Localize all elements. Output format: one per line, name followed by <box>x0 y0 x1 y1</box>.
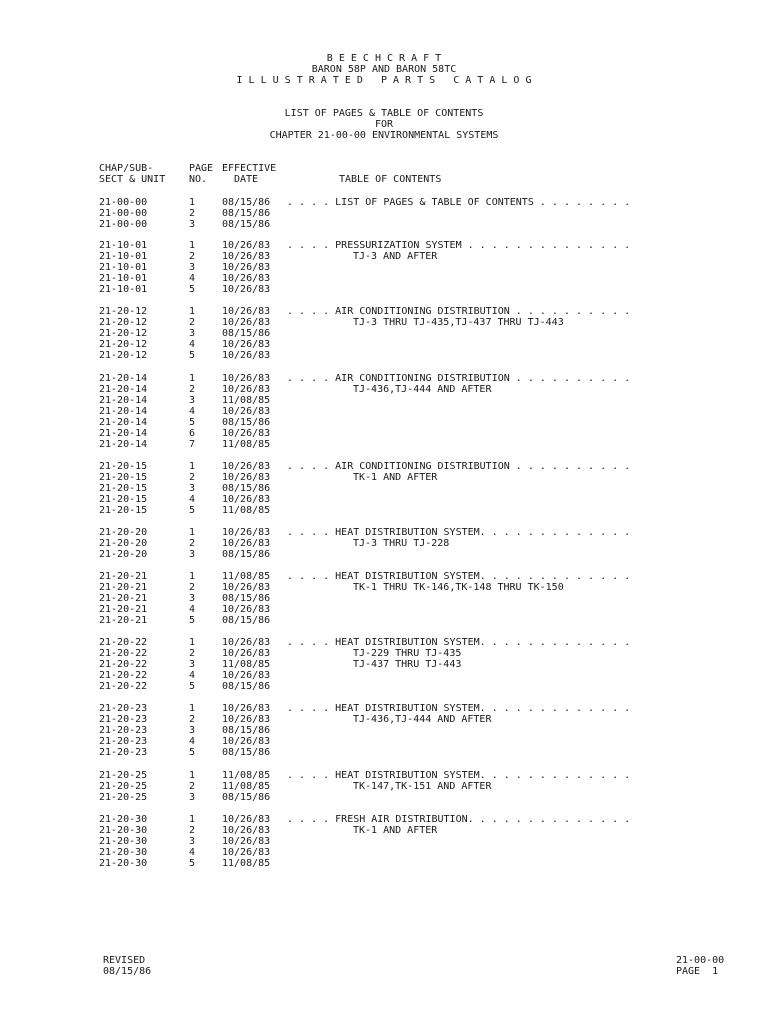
toc-entry-title: . . . . HEAT DISTRIBUTION SYSTEM. . . . . . . . . . . . . <box>287 527 631 538</box>
table-row <box>0 681 768 692</box>
effective-date: 10/26/83 <box>222 538 271 549</box>
page-number: 2 <box>189 208 196 219</box>
section-code: 21-20-15 <box>99 461 148 472</box>
toc-entry-title: . . . . PRESSURIZATION SYSTEM . . . . . . . . . . . . . . <box>287 240 631 251</box>
toc-entry-effectivity: TJ-3 THRU TJ-435,TJ-437 THRU TJ-443 <box>353 317 564 328</box>
section-code: 21-20-25 <box>99 792 148 803</box>
table-row <box>0 384 768 395</box>
table-row <box>0 240 768 251</box>
section-code: 21-00-00 <box>99 208 148 219</box>
page-number: 1 <box>189 373 196 384</box>
section-code: 21-20-14 <box>99 428 148 439</box>
table-row <box>0 317 768 328</box>
toc-entry-title: . . . . HEAT DISTRIBUTION SYSTEM. . . . . . . . . . . . . <box>287 770 631 781</box>
table-row <box>0 781 768 792</box>
page-number: 5 <box>189 417 196 428</box>
page-number: 1 <box>189 770 196 781</box>
page-number: 2 <box>189 472 196 483</box>
page-number: 2 <box>189 714 196 725</box>
table-row <box>0 648 768 659</box>
toc-entry-title: . . . . AIR CONDITIONING DISTRIBUTION . . . . . . . . . . <box>287 373 631 384</box>
effective-date: 10/26/83 <box>222 714 271 725</box>
section-code: 21-20-20 <box>99 549 148 560</box>
page-number: 4 <box>189 847 196 858</box>
effective-date: 10/26/83 <box>222 814 271 825</box>
section-code: 21-20-21 <box>99 615 148 626</box>
table-row <box>0 714 768 725</box>
aircraft-models: BARON 58P AND BARON 58TC <box>311 64 457 75</box>
table-row <box>0 406 768 417</box>
table-row <box>0 770 768 781</box>
section-code: 21-20-22 <box>99 648 148 659</box>
toc-entry-effectivity: TK-1 AND AFTER <box>353 825 438 836</box>
section-code: 21-20-14 <box>99 395 148 406</box>
effective-date: 10/26/83 <box>222 339 271 350</box>
table-row <box>0 219 768 230</box>
section-code: 21-20-23 <box>99 714 148 725</box>
effective-date: 10/26/83 <box>222 406 271 417</box>
effective-date: 10/26/83 <box>222 306 271 317</box>
effective-date: 08/15/86 <box>222 725 271 736</box>
effective-date: 10/26/83 <box>222 461 271 472</box>
effective-date: 08/15/86 <box>222 219 271 230</box>
section-code: 21-20-14 <box>99 406 148 417</box>
effective-date: 10/26/83 <box>222 670 271 681</box>
effective-date: 10/26/83 <box>222 284 271 295</box>
section-code: 21-20-25 <box>99 781 148 792</box>
effective-date: 08/15/86 <box>222 681 271 692</box>
table-row <box>0 494 768 505</box>
table-row <box>0 703 768 714</box>
section-code: 21-20-30 <box>99 858 148 869</box>
section-code: 21-20-21 <box>99 571 148 582</box>
table-row <box>0 483 768 494</box>
effective-date: 08/15/86 <box>222 549 271 560</box>
column-header-toc: TABLE OF CONTENTS <box>339 174 442 185</box>
table-row <box>0 417 768 428</box>
toc-entry-title: . . . . AIR CONDITIONING DISTRIBUTION . . . . . . . . . . <box>287 461 631 472</box>
section-code: 21-10-01 <box>99 273 148 284</box>
table-row <box>0 197 768 208</box>
page-number: 3 <box>189 836 196 847</box>
page-number: 1 <box>189 240 196 251</box>
section-code: 21-20-23 <box>99 703 148 714</box>
effective-date: 10/26/83 <box>222 847 271 858</box>
toc-entry-effectivity: TJ-437 THRU TJ-443 <box>353 659 462 670</box>
page-number: 2 <box>189 781 196 792</box>
effective-date: 10/26/83 <box>222 240 271 251</box>
page-number: 5 <box>189 858 196 869</box>
table-row <box>0 262 768 273</box>
effective-date: 10/26/83 <box>222 836 271 847</box>
table-row <box>0 847 768 858</box>
column-header-date-line1: EFFECTIVE <box>222 163 277 174</box>
page-number: 4 <box>189 339 196 350</box>
for-label: FOR <box>374 119 394 130</box>
page-number: 2 <box>189 317 196 328</box>
page-number: 5 <box>189 681 196 692</box>
effective-date: 11/08/85 <box>222 439 271 450</box>
section-code: 21-20-15 <box>99 505 148 516</box>
table-row <box>0 604 768 615</box>
revised-date: 08/15/86 <box>103 966 152 977</box>
page-number: 3 <box>189 328 196 339</box>
toc-entry-effectivity: TJ-229 THRU TJ-435 <box>353 648 462 659</box>
table-row <box>0 428 768 439</box>
column-header-code-line2: SECT & UNIT <box>99 174 166 185</box>
section-code: 21-10-01 <box>99 284 148 295</box>
toc-entry-effectivity: TJ-436,TJ-444 AND AFTER <box>353 384 492 395</box>
page-number: 2 <box>189 384 196 395</box>
effective-date: 10/26/83 <box>222 582 271 593</box>
effective-date: 11/08/85 <box>222 395 271 406</box>
effective-date: 11/08/85 <box>222 781 271 792</box>
table-row <box>0 836 768 847</box>
effective-date: 10/26/83 <box>222 604 271 615</box>
table-row <box>0 637 768 648</box>
section-code: 21-20-22 <box>99 670 148 681</box>
page-number: 4 <box>189 406 196 417</box>
effective-date: 10/26/83 <box>222 825 271 836</box>
section-code: 21-20-20 <box>99 538 148 549</box>
page-number: 3 <box>189 395 196 406</box>
table-row <box>0 736 768 747</box>
section-code: 21-20-30 <box>99 825 148 836</box>
effective-date: 10/26/83 <box>222 703 271 714</box>
section-code: 21-20-21 <box>99 604 148 615</box>
table-row <box>0 350 768 361</box>
page-number: 1 <box>189 527 196 538</box>
table-row <box>0 505 768 516</box>
table-row <box>0 273 768 284</box>
catalog-title: I L L U S T R A T E D P A R T S C A T A L O G <box>236 75 532 86</box>
table-row <box>0 461 768 472</box>
effective-date: 10/26/83 <box>222 317 271 328</box>
table-row <box>0 725 768 736</box>
section-code: 21-20-14 <box>99 373 148 384</box>
section-code: 21-10-01 <box>99 251 148 262</box>
effective-date: 11/08/85 <box>222 858 271 869</box>
page-number: 2 <box>189 582 196 593</box>
toc-entry-effectivity: TJ-3 AND AFTER <box>353 251 438 262</box>
company-name: B E E C H C R A F T <box>326 53 442 64</box>
table-row <box>0 284 768 295</box>
section-code: 21-10-01 <box>99 262 148 273</box>
effective-date: 10/26/83 <box>222 251 271 262</box>
toc-entry-effectivity: TK-1 THRU TK-146,TK-148 THRU TK-150 <box>353 582 564 593</box>
effective-date: 11/08/85 <box>222 770 271 781</box>
effective-date: 08/15/86 <box>222 328 271 339</box>
section-code: 21-20-25 <box>99 770 148 781</box>
section-code: 21-20-23 <box>99 736 148 747</box>
page-number: 2 <box>189 648 196 659</box>
effective-date: 10/26/83 <box>222 384 271 395</box>
page-number: 6 <box>189 428 196 439</box>
page-number: 2 <box>189 251 196 262</box>
table-row <box>0 792 768 803</box>
column-header-page-line1: PAGE <box>189 163 214 174</box>
table-row <box>0 472 768 483</box>
section-code: 21-20-23 <box>99 747 148 758</box>
section-code: 21-20-12 <box>99 317 148 328</box>
table-row <box>0 549 768 560</box>
page-number: 5 <box>189 615 196 626</box>
table-row <box>0 825 768 836</box>
page-number: 2 <box>189 825 196 836</box>
table-row <box>0 814 768 825</box>
section-code: 21-20-22 <box>99 659 148 670</box>
toc-entry-effectivity: TJ-436,TJ-444 AND AFTER <box>353 714 492 725</box>
page-number: 4 <box>189 670 196 681</box>
column-header-code-line1: CHAP/SUB- <box>99 163 154 174</box>
page-number: 1 <box>189 197 196 208</box>
footer-page-number: PAGE 1 <box>676 966 719 977</box>
effective-date: 10/26/83 <box>222 637 271 648</box>
table-row <box>0 208 768 219</box>
page-number: 5 <box>189 505 196 516</box>
effective-date: 10/26/83 <box>222 648 271 659</box>
effective-date: 10/26/83 <box>222 494 271 505</box>
effective-date: 10/26/83 <box>222 373 271 384</box>
table-row <box>0 395 768 406</box>
page-number: 3 <box>189 262 196 273</box>
effective-date: 08/15/86 <box>222 483 271 494</box>
effective-date: 08/15/86 <box>222 417 271 428</box>
toc-entry-title: . . . . HEAT DISTRIBUTION SYSTEM. . . . . . . . . . . . . <box>287 637 631 648</box>
effective-date: 10/26/83 <box>222 736 271 747</box>
page-number: 7 <box>189 439 196 450</box>
section-code: 21-00-00 <box>99 219 148 230</box>
toc-entry-title: . . . . HEAT DISTRIBUTION SYSTEM. . . . . . . . . . . . . <box>287 571 631 582</box>
table-row <box>0 439 768 450</box>
effective-date: 08/15/86 <box>222 615 271 626</box>
effective-date: 10/26/83 <box>222 262 271 273</box>
section-code: 21-20-15 <box>99 483 148 494</box>
table-row <box>0 659 768 670</box>
page-number: 2 <box>189 538 196 549</box>
page-number: 5 <box>189 284 196 295</box>
section-code: 21-20-15 <box>99 472 148 483</box>
page-number: 1 <box>189 571 196 582</box>
effective-date: 08/15/86 <box>222 593 271 604</box>
table-row <box>0 593 768 604</box>
table-row <box>0 328 768 339</box>
table-row <box>0 747 768 758</box>
section-code: 21-10-01 <box>99 240 148 251</box>
page-number: 1 <box>189 637 196 648</box>
table-row <box>0 306 768 317</box>
page-number: 1 <box>189 814 196 825</box>
chapter-title: CHAPTER 21-00-00 ENVIRONMENTAL SYSTEMS <box>269 130 499 141</box>
page-number: 5 <box>189 747 196 758</box>
table-row <box>0 615 768 626</box>
toc-entry-title: . . . . FRESH AIR DISTRIBUTION. . . . . . . . . . . . . . <box>287 814 631 825</box>
effective-date: 10/26/83 <box>222 428 271 439</box>
toc-entry-title: . . . . HEAT DISTRIBUTION SYSTEM. . . . . . . . . . . . . <box>287 703 631 714</box>
section-code: 21-20-23 <box>99 725 148 736</box>
effective-date: 08/15/86 <box>222 208 271 219</box>
page-number: 3 <box>189 549 196 560</box>
section-code: 21-20-12 <box>99 339 148 350</box>
effective-date: 11/08/85 <box>222 505 271 516</box>
section-code: 21-20-14 <box>99 439 148 450</box>
effective-date: 10/26/83 <box>222 273 271 284</box>
effective-date: 10/26/83 <box>222 472 271 483</box>
section-code: 21-20-15 <box>99 494 148 505</box>
section-code: 21-20-14 <box>99 384 148 395</box>
page-number: 1 <box>189 703 196 714</box>
page-number: 4 <box>189 494 196 505</box>
table-row <box>0 858 768 869</box>
page-number: 3 <box>189 219 196 230</box>
toc-entry-effectivity: TJ-3 THRU TJ-228 <box>353 538 450 549</box>
effective-date: 10/26/83 <box>222 527 271 538</box>
section-code: 21-20-12 <box>99 328 148 339</box>
page-number: 1 <box>189 306 196 317</box>
page-number: 3 <box>189 483 196 494</box>
toc-entry-title: . . . . LIST OF PAGES & TABLE OF CONTENTS . . . . . . . . <box>287 197 631 208</box>
effective-date: 11/08/85 <box>222 659 271 670</box>
section-code: 21-20-21 <box>99 593 148 604</box>
page-number: 3 <box>189 792 196 803</box>
footer-chapter-code: 21-00-00 <box>676 955 725 966</box>
section-code: 21-20-12 <box>99 306 148 317</box>
section-code: 21-20-22 <box>99 681 148 692</box>
section-code: 21-20-22 <box>99 637 148 648</box>
effective-date: 08/15/86 <box>222 747 271 758</box>
toc-entry-effectivity: TK-147,TK-151 AND AFTER <box>353 781 492 792</box>
page-number: 4 <box>189 736 196 747</box>
table-row <box>0 373 768 384</box>
effective-date: 08/15/86 <box>222 197 271 208</box>
effective-date: 08/15/86 <box>222 792 271 803</box>
section-code: 21-20-14 <box>99 417 148 428</box>
page-number: 4 <box>189 604 196 615</box>
section-code: 21-20-30 <box>99 836 148 847</box>
page-number: 3 <box>189 593 196 604</box>
section-code: 21-20-12 <box>99 350 148 361</box>
page-number: 3 <box>189 725 196 736</box>
section-code: 21-20-20 <box>99 527 148 538</box>
column-header-page-line2: NO. <box>189 174 208 185</box>
page-number: 1 <box>189 461 196 472</box>
effective-date: 10/26/83 <box>222 350 271 361</box>
section-code: 21-20-30 <box>99 847 148 858</box>
table-row <box>0 670 768 681</box>
column-header-date-line2: DATE <box>234 174 259 185</box>
page-number: 4 <box>189 273 196 284</box>
table-row <box>0 251 768 262</box>
page-number: 3 <box>189 659 196 670</box>
table-row <box>0 339 768 350</box>
toc-entry-effectivity: TK-1 AND AFTER <box>353 472 438 483</box>
effective-date: 11/08/85 <box>222 571 271 582</box>
table-row <box>0 571 768 582</box>
table-row <box>0 527 768 538</box>
table-row <box>0 538 768 549</box>
section-code: 21-00-00 <box>99 197 148 208</box>
document-title: LIST OF PAGES & TABLE OF CONTENTS <box>284 108 484 119</box>
toc-entry-title: . . . . AIR CONDITIONING DISTRIBUTION . . . . . . . . . . <box>287 306 631 317</box>
page-number: 5 <box>189 350 196 361</box>
table-row <box>0 582 768 593</box>
revised-label: REVISED <box>103 955 146 966</box>
section-code: 21-20-30 <box>99 814 148 825</box>
section-code: 21-20-21 <box>99 582 148 593</box>
